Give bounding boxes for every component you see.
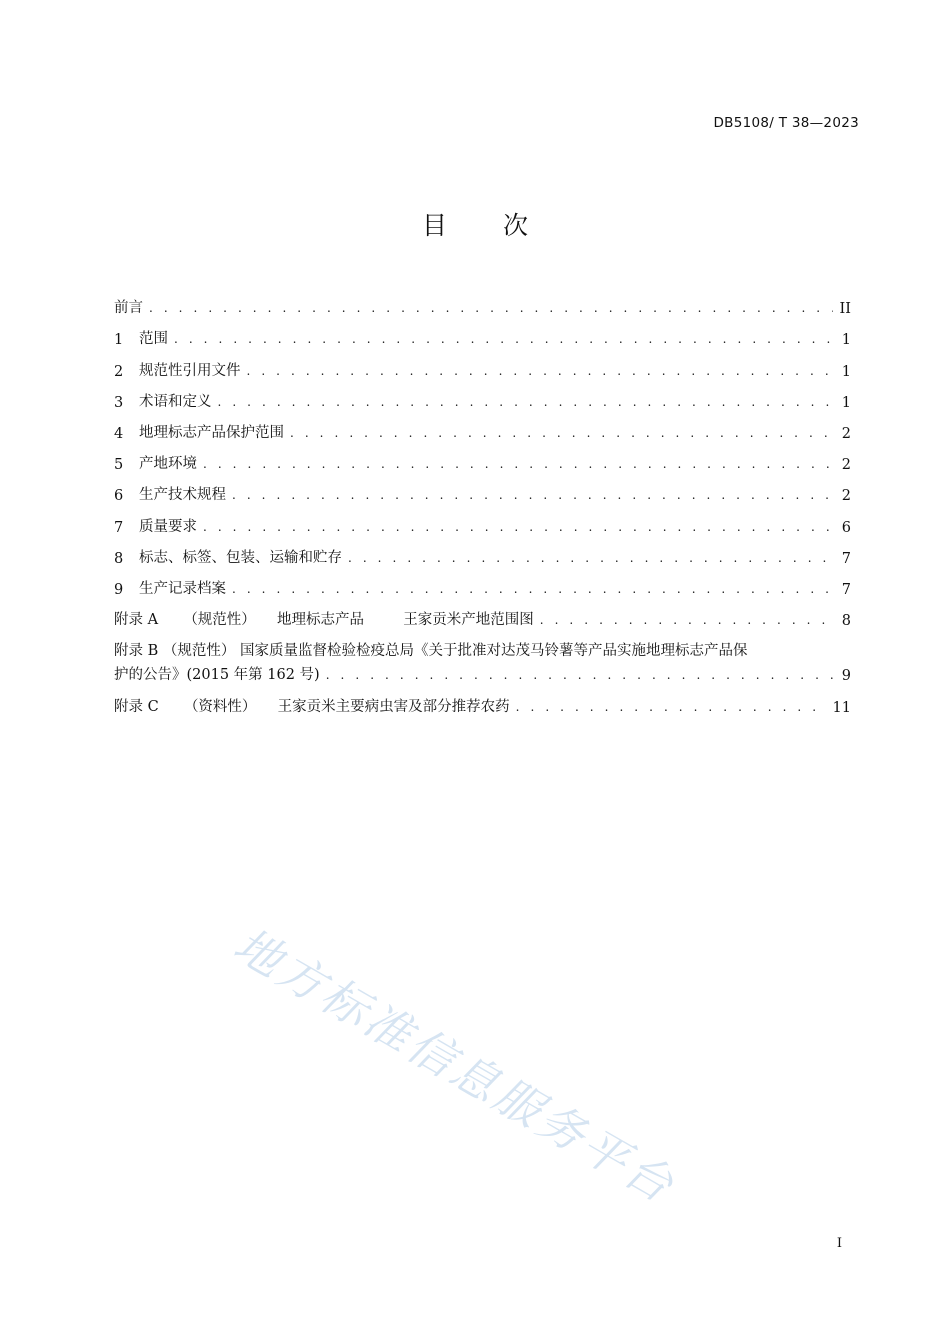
- toc-entry-appendix-b-line1[interactable]: [114, 629, 851, 660]
- toc-entry-number: 6: [114, 488, 124, 505]
- toc-entry-page: 1: [841, 394, 851, 411]
- toc-entry-page: 7: [841, 581, 851, 598]
- toc-entry-8[interactable]: [114, 536, 851, 567]
- toc-leader-dots: [290, 424, 833, 442]
- toc-entry-label: 生产技术规程: [139, 487, 226, 504]
- toc-entry-page: 1: [841, 363, 851, 380]
- toc-entry-foreword[interactable]: [114, 286, 851, 317]
- watermark: 地方标准信息服务平台: [225, 917, 686, 1214]
- appendix-a-title-part1: 地理标志产品: [277, 612, 365, 629]
- appendix-a-type: （规范性）: [183, 612, 256, 629]
- toc-entry-page: 1: [841, 332, 851, 349]
- toc-entry-page: 2: [841, 457, 851, 474]
- toc-entry-5[interactable]: [114, 442, 851, 473]
- toc-entry-number: 5: [114, 457, 124, 474]
- appendix-b-title-line1: 国家质量监督检验检疫总局《关于批准对达茂马铃薯等产品实施地理标志产品保: [239, 643, 748, 660]
- appendix-c-title: 王家贡米主要病虫害及部分推荐农药: [277, 699, 510, 716]
- toc-entry-label: 范围: [139, 331, 168, 348]
- toc-entry-label: 术语和定义: [139, 393, 212, 410]
- toc-entry-page: 2: [841, 425, 851, 442]
- appendix-c-prefix: 附录 C: [114, 699, 159, 716]
- page-number: I: [836, 1236, 842, 1251]
- appendix-b-prefix: 附录 B: [114, 643, 159, 660]
- toc-entry-7[interactable]: [114, 504, 851, 535]
- appendix-c-type: （资料性）: [183, 699, 257, 716]
- toc-entry-label: 生产记录档案: [139, 580, 226, 597]
- toc-leader-dots: [516, 698, 827, 716]
- appendix-a-label: [114, 608, 534, 629]
- toc-entry-number: 7: [114, 519, 124, 536]
- toc-entry-page: 2: [841, 488, 851, 505]
- toc-leader-dots: [203, 518, 833, 536]
- toc-entry-number: 9: [114, 581, 124, 598]
- toc-entry-appendix-c[interactable]: [114, 684, 851, 716]
- toc-entry-1[interactable]: [114, 317, 851, 348]
- appendix-b-type: （规范性）: [162, 643, 236, 660]
- toc-entry-label: 标志、标签、包装、运输和贮存: [139, 549, 342, 566]
- toc-entry-label: 规范性引用文件: [139, 362, 241, 379]
- toc-entry-3[interactable]: [114, 380, 851, 411]
- toc-leader-dots: [232, 486, 833, 504]
- toc-leader-dots: [232, 580, 833, 598]
- toc-entry-label: 前言: [114, 300, 143, 317]
- toc-entry-appendix-b-line2[interactable]: [114, 660, 851, 684]
- appendix-b-label: [114, 639, 747, 660]
- toc-entry-appendix-a[interactable]: [114, 598, 851, 629]
- toc-entry-label: 质量要求: [139, 518, 197, 535]
- toc-title: 目 次: [422, 211, 552, 240]
- toc-leader-dots: [540, 611, 833, 629]
- appendix-a-title-part2: 王家贡米产地范围图: [403, 612, 534, 629]
- toc-entry-4[interactable]: [114, 411, 851, 442]
- toc-entry-page: 8: [841, 613, 851, 630]
- document-code: DB5108/ T 38—2023: [713, 115, 859, 131]
- toc-entry-number: 1: [114, 332, 124, 349]
- toc-entry-label: 产地环境: [139, 456, 197, 473]
- appendix-c-label: [114, 695, 510, 716]
- toc-leader-dots: [326, 666, 833, 684]
- toc-entry-number: 8: [114, 550, 124, 567]
- toc-entry-9[interactable]: [114, 567, 851, 598]
- toc-entry-label: 地理标志产品保护范围: [139, 424, 284, 441]
- toc-entry-number: 4: [114, 425, 124, 442]
- toc-leader-dots: [247, 362, 834, 380]
- appendix-b-title-line2: 护的公告》(2015 年第 162 号): [114, 667, 320, 684]
- toc-entry-page: 11: [832, 700, 851, 717]
- toc-leader-dots: [348, 549, 833, 567]
- toc-entry-2[interactable]: [114, 348, 851, 379]
- toc-leader-dots: [203, 455, 833, 473]
- toc-entry-page: 6: [841, 519, 851, 536]
- toc-entry-6[interactable]: [114, 473, 851, 504]
- toc-leader-dots: [218, 393, 834, 411]
- toc-entry-page: 9: [841, 668, 851, 685]
- toc-leader-dots: [149, 299, 833, 317]
- toc-entry-page: II: [839, 301, 851, 318]
- toc-entry-number: 3: [114, 394, 124, 411]
- toc-entry-number: 2: [114, 363, 124, 380]
- toc-leader-dots: [174, 330, 833, 348]
- appendix-a-prefix: 附录 A: [114, 612, 159, 629]
- toc-entry-page: 7: [841, 550, 851, 567]
- table-of-contents: [114, 286, 851, 716]
